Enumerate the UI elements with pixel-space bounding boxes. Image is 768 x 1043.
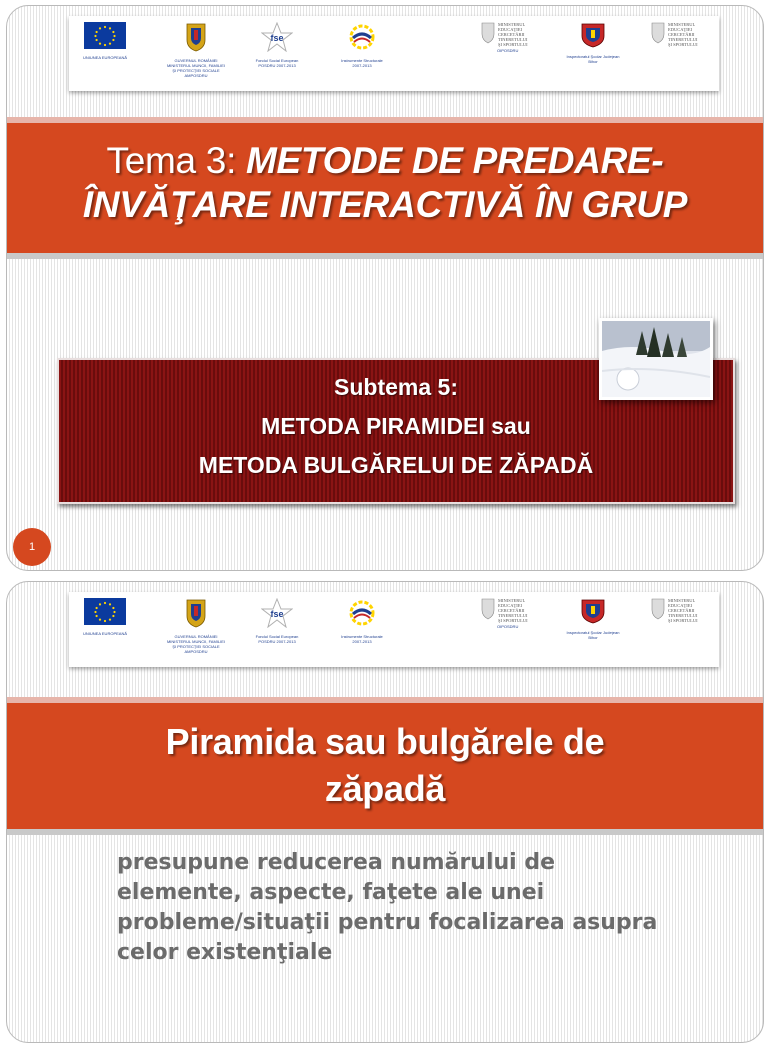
fse-caption-1: Fondul Social European — [255, 58, 299, 63]
bihor-shield-icon — [580, 22, 606, 48]
ministry-name-2-s2: EDUCAŢIEI — [498, 603, 522, 608]
ministry-crest-icon — [481, 22, 495, 44]
ministry-right-name-4: TINERETULUI — [668, 37, 698, 42]
coat-of-arms-icon — [185, 22, 207, 52]
isj-bihor-logo-2 — [563, 598, 623, 640]
ministry-crest-icon-2 — [481, 598, 495, 620]
slide-2-title — [7, 703, 763, 812]
subtheme-label: Subtema 5: — [334, 374, 458, 400]
gov-caption-2-s2: MINISTERUL MUNCII, FAMILIEI — [166, 639, 226, 644]
ministry-name-5: ŞI SPORTULUI — [498, 42, 528, 47]
fse-logo-2 — [247, 598, 307, 644]
ministry-right-name-1-s2: MINISTERUL — [668, 598, 696, 603]
ministry-right-name-3: CERCETĂRII — [668, 32, 695, 37]
ministry-logo-right — [651, 22, 715, 47]
slide-2-title-line-2: zăpadă — [324, 768, 446, 809]
ministry-caption: OIPOSDRU — [497, 48, 519, 53]
title-line-2: ÎNVĂŢARE INTERACTIVĂ ÎN GRUP — [82, 184, 688, 225]
gov-caption-2: MINISTERUL MUNCII, FAMILIEI — [166, 63, 226, 68]
subtheme-line-2: METODA PIRAMIDEI sau — [261, 413, 531, 439]
slide-2-title-band — [7, 697, 763, 835]
ministry-logo-right-2 — [651, 598, 715, 623]
gov-caption-1-s2: GUVERNUL ROMÂNIEI — [174, 634, 218, 639]
ministry-right-name-5: ŞI SPORTULUI — [668, 42, 698, 47]
gov-caption-1: GUVERNUL ROMÂNIEI — [174, 58, 218, 63]
ministry-logo — [481, 22, 551, 53]
ministry-right-name-4-s2: TINERETULUI — [668, 613, 698, 618]
page-number-badge: 1 — [13, 528, 51, 566]
fse-caption-2: POSDRU 2007-2013 — [258, 63, 296, 68]
ministry-crest-icon-right-2 — [651, 598, 665, 620]
title-line-1: METODE DE PREDARE- — [246, 140, 664, 181]
sponsor-logo-strip-2 — [69, 592, 719, 667]
gov-caption-3: ŞI PROTECŢIEI SOCIALE — [172, 68, 220, 73]
ministry-name-2: EDUCAŢIEI — [498, 27, 522, 32]
ministry-name-1: MINISTERUL — [498, 22, 526, 27]
ministry-name-3-s2: CERCETĂRII — [498, 608, 525, 613]
eu-flag-logo — [83, 22, 127, 60]
isj-caption-2: Bihor — [588, 59, 598, 64]
is-circle-icon-2 — [345, 598, 379, 628]
slide-1-title — [7, 123, 763, 227]
svg-text:fse: fse — [270, 33, 284, 43]
slide-2-title-line-1: Piramida sau bulgărele de — [165, 721, 605, 762]
ministry-right-name-2: EDUCAŢIEI — [668, 27, 692, 32]
gov-caption-4-s2: AMPOSDRU — [184, 649, 208, 654]
is-caption-2-s2: 2007-2013 — [352, 639, 372, 644]
bihor-shield-icon-2 — [580, 598, 606, 624]
eu-flag-logo-2 — [83, 598, 127, 636]
slide-2-body-text: presupune reducerea numărului de elemente, aspecte, faţete ale unei probleme/situaţii pentru focalizarea asupra celor existenţiale — [117, 850, 658, 965]
ministry-name-4-s2: TINERETULUI — [498, 613, 528, 618]
instrumente-structurale-logo-2 — [331, 598, 393, 644]
snow-landscape-icon — [602, 321, 710, 397]
fse-logo — [247, 22, 307, 68]
ministry-name-3: CERCETĂRII — [498, 32, 525, 37]
title-prefix: Tema 3: — [106, 140, 247, 181]
isj-caption-2-s2: Bihor — [588, 635, 598, 640]
snowball-photo — [599, 318, 713, 400]
ministry-name-4: TINERETULUI — [498, 37, 528, 42]
ministry-crest-icon-right — [651, 22, 665, 44]
fse-caption-1-s2: Fondul Social European — [255, 634, 299, 639]
eu-caption: UNIUNEA EUROPEANĂ — [83, 55, 128, 60]
fse-star-icon — [261, 22, 293, 52]
slide-1-title-band — [7, 117, 763, 259]
romania-gov-logo — [161, 22, 231, 78]
subtheme-line-3: METODA BULGĂRELUI DE ZĂPADĂ — [198, 452, 594, 478]
isj-bihor-logo — [563, 22, 623, 64]
ministry-name-1-s2: MINISTERUL — [498, 598, 526, 603]
is-caption-1: Instrumente Structurale — [341, 58, 383, 63]
is-circle-icon — [345, 22, 379, 52]
eu-caption-2: UNIUNEA EUROPEANĂ — [83, 631, 128, 636]
fse-star-icon-2 — [261, 598, 293, 628]
fse-caption-2-s2: POSDRU 2007-2013 — [258, 639, 296, 644]
ministry-right-name-1: MINISTERUL — [668, 22, 696, 27]
coat-of-arms-icon-2 — [185, 598, 207, 628]
isj-caption-1: Inspectoratul Şcolar Judeţean — [566, 54, 620, 59]
slide-2 — [6, 581, 764, 1043]
slide-1 — [6, 5, 764, 571]
ministry-name-5-s2: ŞI SPORTULUI — [498, 618, 528, 623]
svg-text:fse: fse — [270, 609, 284, 619]
ministry-caption-s2: OIPOSDRU — [497, 624, 519, 629]
eu-flag-icon-2 — [84, 598, 126, 625]
romania-gov-logo-2 — [161, 598, 231, 654]
sponsor-logo-strip — [69, 16, 719, 91]
ministry-logo-2 — [481, 598, 551, 629]
ministry-right-name-2-s2: EDUCAŢIEI — [668, 603, 692, 608]
gov-caption-4: AMPOSDRU — [184, 73, 208, 78]
isj-caption-1-s2: Inspectoratul Şcolar Judeţean — [566, 630, 620, 635]
gov-caption-3-s2: ŞI PROTECŢIEI SOCIALE — [172, 644, 220, 649]
instrumente-structurale-logo — [331, 22, 393, 68]
is-caption-2: 2007-2013 — [352, 63, 372, 68]
is-caption-1-s2: Instrumente Structurale — [341, 634, 383, 639]
eu-flag-icon — [84, 22, 126, 49]
ministry-right-name-3-s2: CERCETĂRII — [668, 608, 695, 613]
ministry-right-name-5-s2: ŞI SPORTULUI — [668, 618, 698, 623]
